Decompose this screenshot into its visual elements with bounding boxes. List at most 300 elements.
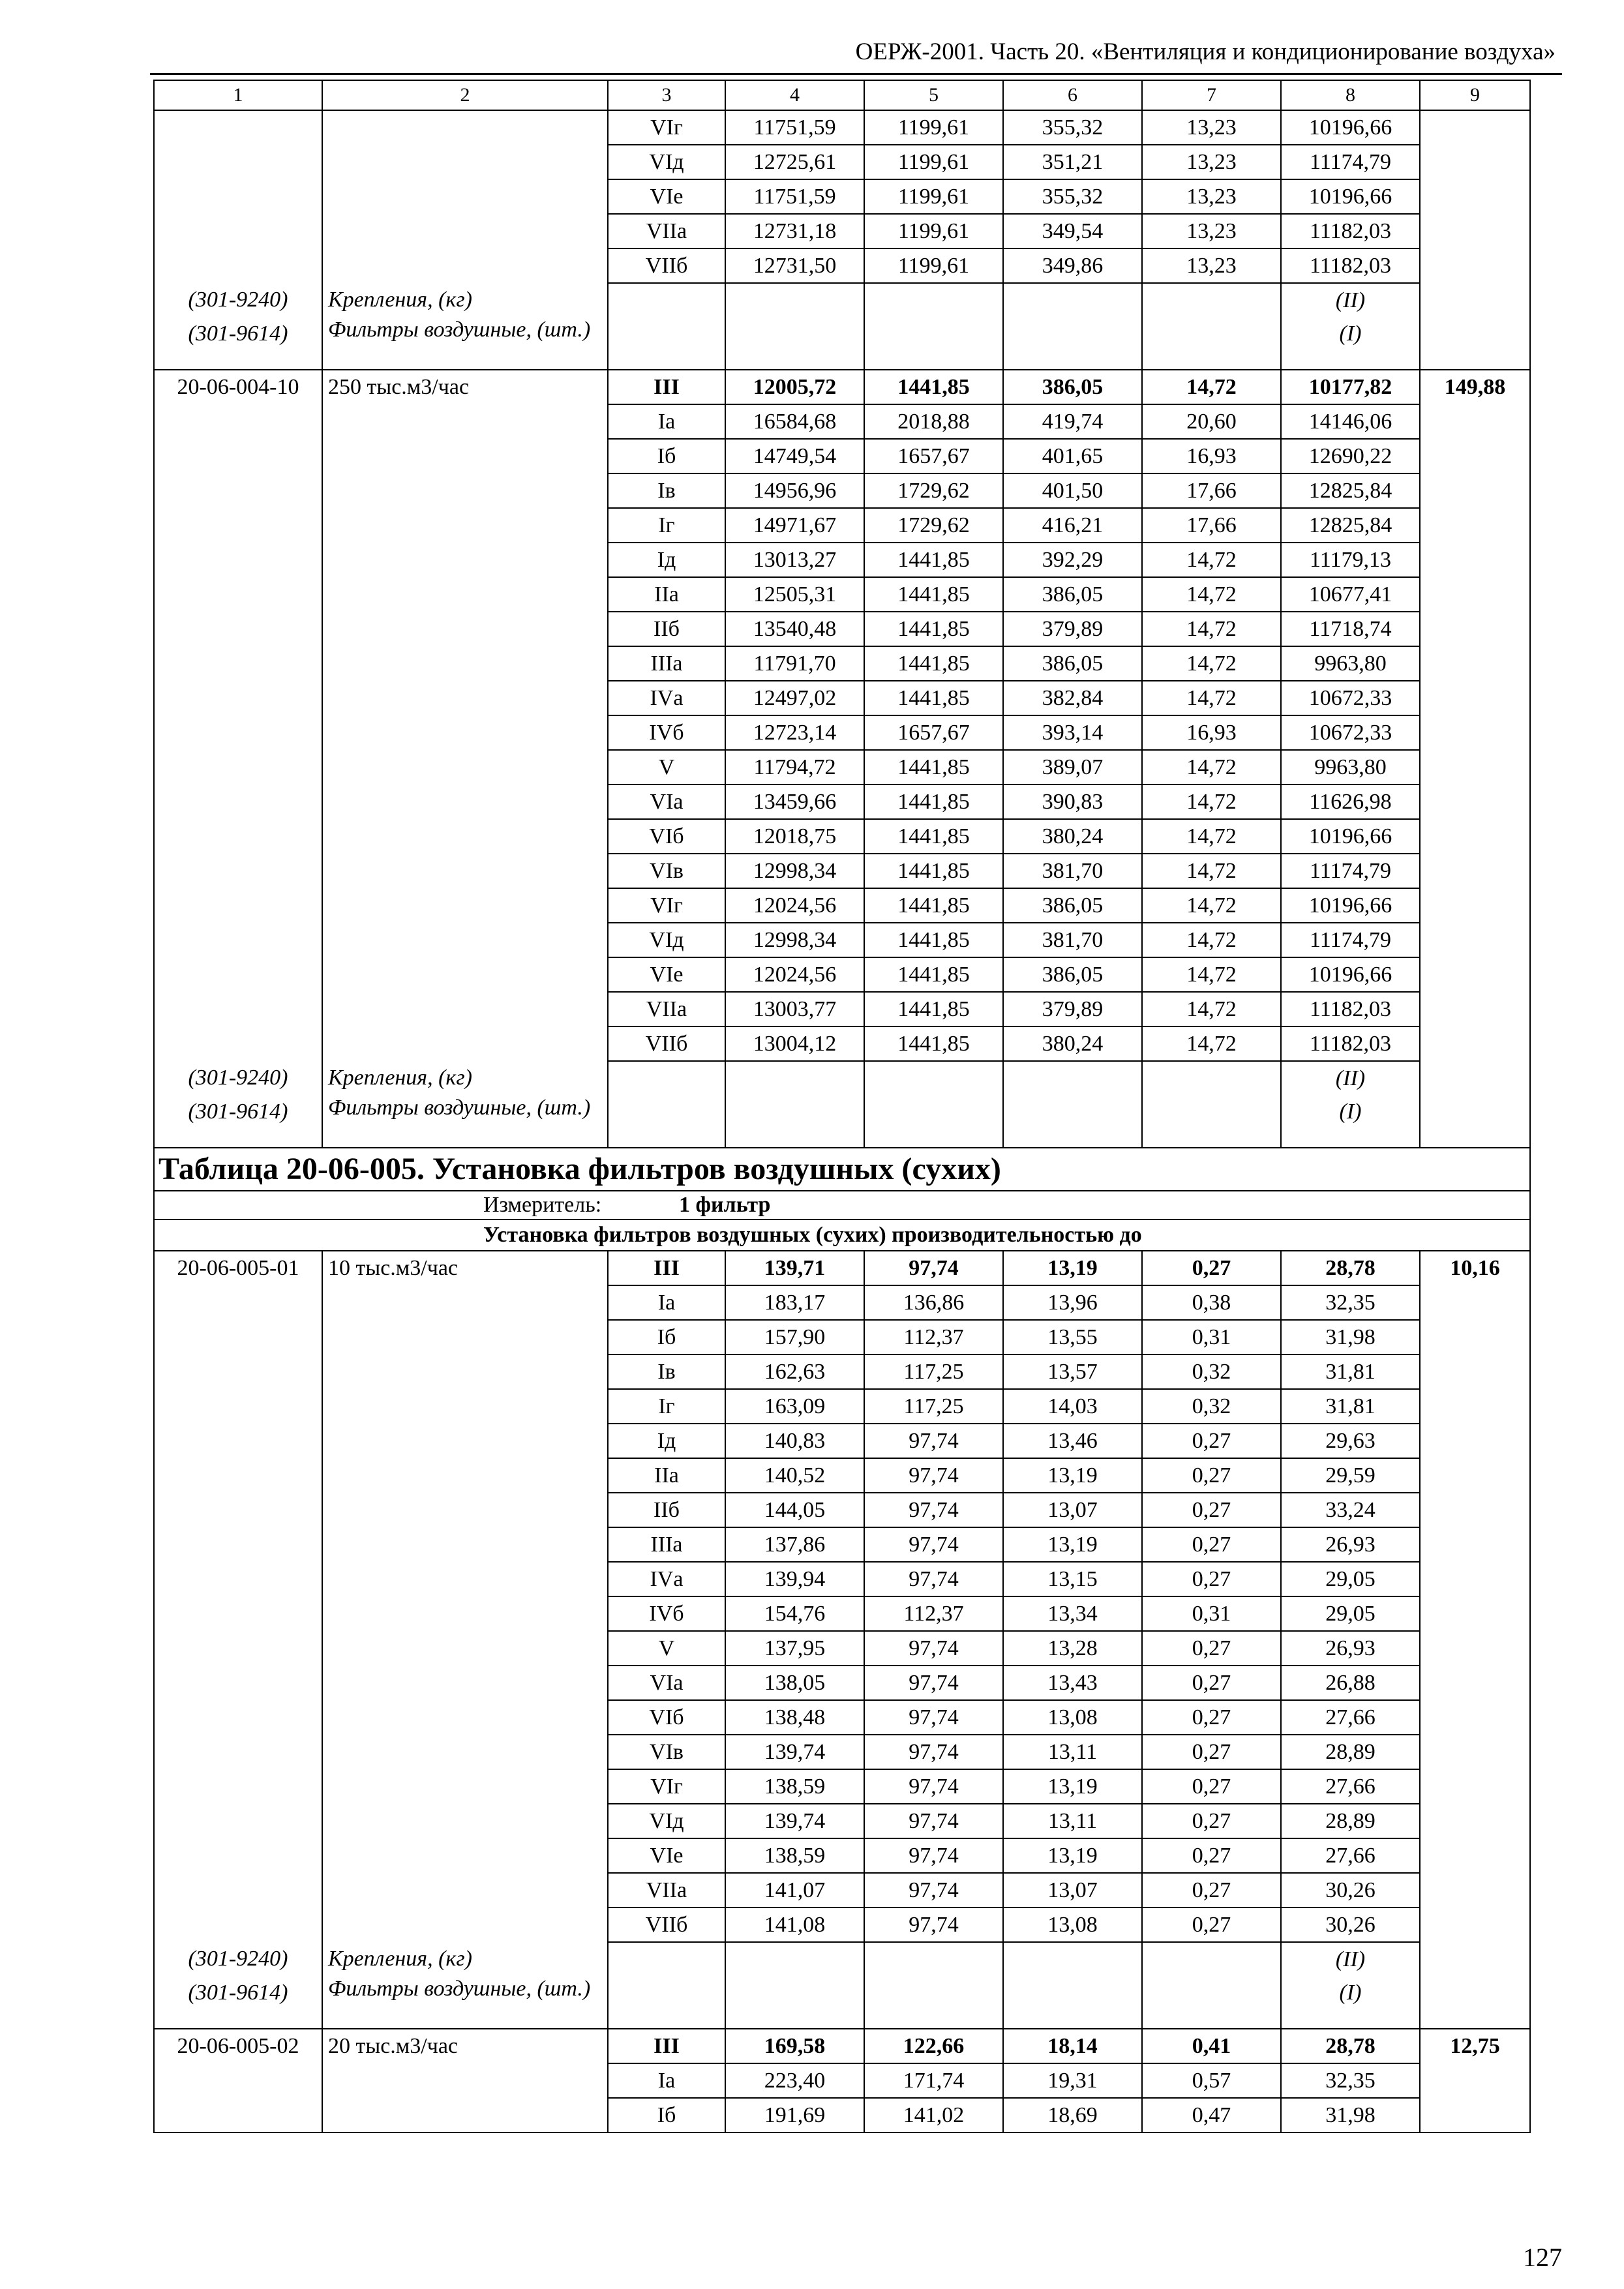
total-cell xyxy=(1420,145,1530,179)
value-cell: 11182,03 xyxy=(1281,214,1420,248)
value-cell: 112,37 xyxy=(864,1596,1003,1631)
code-cell: 20-06-005-01 xyxy=(154,1251,322,1285)
empty-cell xyxy=(864,1095,1003,1148)
value-cell: 12018,75 xyxy=(725,819,864,854)
value-cell: 14,72 xyxy=(1142,992,1281,1026)
zone-cell: VIг xyxy=(608,1769,725,1804)
total-cell xyxy=(1420,681,1530,715)
zone-cell: Iа xyxy=(608,404,725,439)
value-cell: 0,27 xyxy=(1142,1631,1281,1666)
name-cell xyxy=(322,110,608,145)
zone-cell: Iа xyxy=(608,1285,725,1320)
value-cell: 1441,85 xyxy=(864,370,1003,404)
empty-cell xyxy=(1142,1942,1281,1976)
total-cell xyxy=(1420,404,1530,439)
value-cell: 14,72 xyxy=(1142,888,1281,923)
table-row xyxy=(154,1285,1530,1320)
value-cell: 14,72 xyxy=(1142,646,1281,681)
value-cell: 392,29 xyxy=(1003,543,1142,577)
material-row xyxy=(154,1095,1530,1148)
value-cell: 97,74 xyxy=(864,1873,1003,1908)
value-cell: 379,89 xyxy=(1003,992,1142,1026)
value-cell: 0,27 xyxy=(1142,1804,1281,1838)
empty-cell xyxy=(1420,1942,1530,1976)
table-row xyxy=(154,214,1530,248)
value-cell: 20,60 xyxy=(1142,404,1281,439)
code-cell xyxy=(154,1562,322,1596)
value-cell: 1441,85 xyxy=(864,577,1003,612)
value-cell: 97,74 xyxy=(864,1838,1003,1873)
zone-cell: VIа xyxy=(608,785,725,819)
table-row xyxy=(154,681,1530,715)
code-cell xyxy=(154,1026,322,1061)
empty-cell xyxy=(725,283,864,317)
code-cell xyxy=(154,2063,322,2098)
material-value: (II) xyxy=(1281,1942,1420,1976)
empty-cell xyxy=(864,317,1003,370)
value-cell: 138,48 xyxy=(725,1700,864,1735)
value-cell: 14956,96 xyxy=(725,473,864,508)
empty-cell xyxy=(864,1976,1003,2029)
code-cell xyxy=(154,1285,322,1320)
value-cell: 162,63 xyxy=(725,1354,864,1389)
value-cell: 33,24 xyxy=(1281,1493,1420,1527)
zone-cell: VIб xyxy=(608,819,725,854)
name-cell xyxy=(322,1769,608,1804)
name-cell xyxy=(322,1562,608,1596)
code-cell xyxy=(154,923,322,957)
table-row xyxy=(154,179,1530,214)
value-cell: 154,76 xyxy=(725,1596,864,1631)
value-cell: 0,27 xyxy=(1142,1493,1281,1527)
code-cell xyxy=(154,1769,322,1804)
code-cell xyxy=(154,404,322,439)
table-row xyxy=(154,248,1530,283)
table-row xyxy=(154,957,1530,992)
value-cell: 12005,72 xyxy=(725,370,864,404)
empty-cell xyxy=(1142,1061,1281,1095)
table-row xyxy=(154,715,1530,750)
table-row xyxy=(154,439,1530,473)
material-row xyxy=(154,317,1530,370)
value-cell: 416,21 xyxy=(1003,508,1142,543)
empty-cell xyxy=(1420,317,1530,370)
material-name: Крепления, (кг) xyxy=(322,283,608,317)
value-cell: 31,81 xyxy=(1281,1354,1420,1389)
code-cell xyxy=(154,1320,322,1354)
zone-cell: VIе xyxy=(608,1838,725,1873)
value-cell: 191,69 xyxy=(725,2098,864,2132)
zone-cell: Iд xyxy=(608,543,725,577)
name-cell xyxy=(322,179,608,214)
value-cell: 349,86 xyxy=(1003,248,1142,283)
value-cell: 0,41 xyxy=(1142,2029,1281,2063)
value-cell: 27,66 xyxy=(1281,1838,1420,1873)
value-cell: 171,74 xyxy=(864,2063,1003,2098)
value-cell: 11751,59 xyxy=(725,110,864,145)
code-cell xyxy=(154,1458,322,1493)
value-cell: 1441,85 xyxy=(864,1026,1003,1061)
measure-label: Измеритель: xyxy=(483,1193,602,1217)
total-cell xyxy=(1420,612,1530,646)
code-cell xyxy=(154,1493,322,1527)
code-cell xyxy=(154,2098,322,2132)
table-row xyxy=(154,1527,1530,1562)
value-cell: 1441,85 xyxy=(864,681,1003,715)
total-cell xyxy=(1420,1527,1530,1562)
value-cell: 0,27 xyxy=(1142,1458,1281,1493)
zone-cell: VIIа xyxy=(608,214,725,248)
name-cell xyxy=(322,1735,608,1769)
value-cell: 141,08 xyxy=(725,1908,864,1942)
name-cell xyxy=(322,1908,608,1942)
value-cell: 0,31 xyxy=(1142,1320,1281,1354)
value-cell: 28,89 xyxy=(1281,1735,1420,1769)
value-cell: 139,71 xyxy=(725,1251,864,1285)
value-cell: 183,17 xyxy=(725,1285,864,1320)
zone-cell: IIб xyxy=(608,612,725,646)
total-cell: 10,16 xyxy=(1420,1251,1530,1285)
name-cell xyxy=(322,1285,608,1320)
empty-cell xyxy=(725,1976,864,2029)
name-cell xyxy=(322,2098,608,2132)
zone-cell: VIIа xyxy=(608,992,725,1026)
value-cell: 13,11 xyxy=(1003,1735,1142,1769)
total-cell xyxy=(1420,1631,1530,1666)
value-cell: 0,27 xyxy=(1142,1873,1281,1908)
value-cell: 13,07 xyxy=(1003,1493,1142,1527)
table-row xyxy=(154,1424,1530,1458)
table-row xyxy=(154,2029,1530,2063)
code-cell xyxy=(154,854,322,888)
value-cell: 1199,61 xyxy=(864,248,1003,283)
table-row xyxy=(154,577,1530,612)
value-cell: 11182,03 xyxy=(1281,1026,1420,1061)
value-cell: 0,32 xyxy=(1142,1354,1281,1389)
material-code: (301-9240) xyxy=(154,1061,322,1095)
code-cell xyxy=(154,1527,322,1562)
value-cell: 13,28 xyxy=(1003,1631,1142,1666)
total-cell xyxy=(1420,543,1530,577)
empty-cell xyxy=(1003,1095,1142,1148)
value-cell: 1441,85 xyxy=(864,888,1003,923)
value-cell: 1657,67 xyxy=(864,715,1003,750)
code-cell xyxy=(154,1700,322,1735)
value-cell: 11174,79 xyxy=(1281,923,1420,957)
value-cell: 13003,77 xyxy=(725,992,864,1026)
total-cell xyxy=(1420,1424,1530,1458)
value-cell: 169,58 xyxy=(725,2029,864,2063)
value-cell: 0,27 xyxy=(1142,1700,1281,1735)
value-cell: 14,03 xyxy=(1003,1389,1142,1424)
value-cell: 13,23 xyxy=(1142,214,1281,248)
total-cell xyxy=(1420,1700,1530,1735)
value-cell: 0,27 xyxy=(1142,1666,1281,1700)
zone-cell: VIв xyxy=(608,1735,725,1769)
value-cell: 13459,66 xyxy=(725,785,864,819)
zone-cell: IIIа xyxy=(608,646,725,681)
total-cell xyxy=(1420,646,1530,681)
column-number: 8 xyxy=(1281,80,1420,110)
value-cell: 390,83 xyxy=(1003,785,1142,819)
total-cell xyxy=(1420,439,1530,473)
value-cell: 122,66 xyxy=(864,2029,1003,2063)
empty-cell xyxy=(1003,1061,1142,1095)
column-number: 9 xyxy=(1420,80,1530,110)
value-cell: 29,05 xyxy=(1281,1562,1420,1596)
value-cell: 1199,61 xyxy=(864,179,1003,214)
table-row xyxy=(154,370,1530,404)
zone-cell: IIа xyxy=(608,577,725,612)
table-title: Таблица 20-06-005. Установка фильтров воздушных (сухих) xyxy=(154,1148,1530,1191)
zone-cell: IIб xyxy=(608,1493,725,1527)
code-cell xyxy=(154,888,322,923)
empty-cell xyxy=(725,1061,864,1095)
total-cell xyxy=(1420,992,1530,1026)
zone-cell: VIIа xyxy=(608,1873,725,1908)
zone-cell: Iв xyxy=(608,1354,725,1389)
name-cell xyxy=(322,1527,608,1562)
value-cell: 31,98 xyxy=(1281,1320,1420,1354)
zone-cell: VIг xyxy=(608,110,725,145)
value-cell: 13,46 xyxy=(1003,1424,1142,1458)
total-cell xyxy=(1420,819,1530,854)
value-cell: 141,02 xyxy=(864,2098,1003,2132)
total-cell xyxy=(1420,957,1530,992)
name-cell xyxy=(322,577,608,612)
zone-cell: Iг xyxy=(608,508,725,543)
total-cell xyxy=(1420,1562,1530,1596)
code-cell xyxy=(154,992,322,1026)
code-cell xyxy=(154,145,322,179)
value-cell: 1441,85 xyxy=(864,854,1003,888)
value-cell: 13,19 xyxy=(1003,1527,1142,1562)
material-value: (I) xyxy=(1281,1095,1420,1148)
code-cell xyxy=(154,1596,322,1631)
code-cell xyxy=(154,248,322,283)
table-row xyxy=(154,1631,1530,1666)
name-cell xyxy=(322,439,608,473)
value-cell: 382,84 xyxy=(1003,681,1142,715)
value-cell: 11182,03 xyxy=(1281,992,1420,1026)
table-row xyxy=(154,508,1530,543)
value-cell: 12731,50 xyxy=(725,248,864,283)
material-name: Фильтры воздушные, (шт.) xyxy=(322,1976,608,2029)
total-cell xyxy=(1420,785,1530,819)
zone-cell: VIд xyxy=(608,923,725,957)
value-cell: 2018,88 xyxy=(864,404,1003,439)
material-value: (II) xyxy=(1281,1061,1420,1095)
empty-cell xyxy=(1420,283,1530,317)
column-number: 5 xyxy=(864,80,1003,110)
table-row xyxy=(154,1769,1530,1804)
value-cell: 1441,85 xyxy=(864,819,1003,854)
value-cell: 141,07 xyxy=(725,1873,864,1908)
name-cell xyxy=(322,1354,608,1389)
value-cell: 14749,54 xyxy=(725,439,864,473)
code-cell xyxy=(154,508,322,543)
zone-cell: Iд xyxy=(608,1424,725,1458)
value-cell: 10196,66 xyxy=(1281,888,1420,923)
value-cell: 97,74 xyxy=(864,1251,1003,1285)
zone-cell: VIд xyxy=(608,1804,725,1838)
value-cell: 14,72 xyxy=(1142,750,1281,785)
value-cell: 13,19 xyxy=(1003,1838,1142,1873)
measure-row xyxy=(154,1191,1530,1219)
table-row xyxy=(154,2063,1530,2098)
value-cell: 381,70 xyxy=(1003,923,1142,957)
value-cell: 117,25 xyxy=(864,1389,1003,1424)
zone-cell: III xyxy=(608,1251,725,1285)
value-cell: 13,96 xyxy=(1003,1285,1142,1320)
value-cell: 12497,02 xyxy=(725,681,864,715)
value-cell: 1441,85 xyxy=(864,923,1003,957)
name-cell xyxy=(322,681,608,715)
zone-cell: IIIа xyxy=(608,1527,725,1562)
name-cell xyxy=(322,888,608,923)
value-cell: 0,27 xyxy=(1142,1251,1281,1285)
empty-cell xyxy=(1142,283,1281,317)
column-number: 1 xyxy=(154,80,322,110)
name-cell: 10 тыс.м3/час xyxy=(322,1251,608,1285)
value-cell: 223,40 xyxy=(725,2063,864,2098)
value-cell: 11174,79 xyxy=(1281,145,1420,179)
empty-cell xyxy=(864,1061,1003,1095)
total-cell xyxy=(1420,1354,1530,1389)
value-cell: 97,74 xyxy=(864,1735,1003,1769)
empty-cell xyxy=(1142,317,1281,370)
value-cell: 12998,34 xyxy=(725,854,864,888)
code-cell: 20-06-005-02 xyxy=(154,2029,322,2063)
total-cell xyxy=(1420,1769,1530,1804)
zone-cell: VIе xyxy=(608,179,725,214)
value-cell: 13,07 xyxy=(1003,1873,1142,1908)
zone-cell: III xyxy=(608,370,725,404)
table-row xyxy=(154,1562,1530,1596)
value-cell: 10196,66 xyxy=(1281,957,1420,992)
value-cell: 12825,84 xyxy=(1281,508,1420,543)
value-cell: 14146,06 xyxy=(1281,404,1420,439)
name-cell xyxy=(322,508,608,543)
value-cell: 381,70 xyxy=(1003,854,1142,888)
code-cell xyxy=(154,110,322,145)
material-row xyxy=(154,283,1530,317)
table-row xyxy=(154,145,1530,179)
value-cell: 13004,12 xyxy=(725,1026,864,1061)
name-cell xyxy=(322,715,608,750)
total-cell xyxy=(1420,1596,1530,1631)
zone-cell: IVа xyxy=(608,1562,725,1596)
value-cell: 97,74 xyxy=(864,1769,1003,1804)
material-code: (301-9614) xyxy=(154,317,322,370)
code-cell xyxy=(154,439,322,473)
total-cell xyxy=(1420,214,1530,248)
total-cell xyxy=(1420,1666,1530,1700)
value-cell: 10196,66 xyxy=(1281,179,1420,214)
value-cell: 13,43 xyxy=(1003,1666,1142,1700)
zone-cell: Iа xyxy=(608,2063,725,2098)
material-name: Крепления, (кг) xyxy=(322,1942,608,1976)
value-cell: 1441,85 xyxy=(864,750,1003,785)
value-cell: 13,15 xyxy=(1003,1562,1142,1596)
name-cell xyxy=(322,785,608,819)
name-cell xyxy=(322,1666,608,1700)
total-cell xyxy=(1420,1873,1530,1908)
value-cell: 13,11 xyxy=(1003,1804,1142,1838)
zone-cell: IVб xyxy=(608,715,725,750)
value-cell: 112,37 xyxy=(864,1320,1003,1354)
empty-cell xyxy=(1420,1095,1530,1148)
total-cell xyxy=(1420,2098,1530,2132)
value-cell: 0,47 xyxy=(1142,2098,1281,2132)
code-cell xyxy=(154,1666,322,1700)
value-cell: 12731,18 xyxy=(725,214,864,248)
total-cell xyxy=(1420,1804,1530,1838)
table-row xyxy=(154,750,1530,785)
value-cell: 0,27 xyxy=(1142,1838,1281,1873)
name-cell xyxy=(322,214,608,248)
value-cell: 13,19 xyxy=(1003,1769,1142,1804)
value-cell: 12024,56 xyxy=(725,957,864,992)
header-rule xyxy=(150,73,1562,75)
total-cell xyxy=(1420,750,1530,785)
column-number: 6 xyxy=(1003,80,1142,110)
table-row xyxy=(154,819,1530,854)
material-value: (I) xyxy=(1281,1976,1420,2029)
value-cell: 1729,62 xyxy=(864,473,1003,508)
table-row xyxy=(154,1458,1530,1493)
value-cell: 1729,62 xyxy=(864,508,1003,543)
value-cell: 419,74 xyxy=(1003,404,1142,439)
zone-cell: VIе xyxy=(608,957,725,992)
table-row xyxy=(154,1320,1530,1354)
empty-cell xyxy=(608,1095,725,1148)
table-row xyxy=(154,1838,1530,1873)
value-cell: 393,14 xyxy=(1003,715,1142,750)
value-cell: 18,69 xyxy=(1003,2098,1142,2132)
zone-cell: Iб xyxy=(608,2098,725,2132)
value-cell: 97,74 xyxy=(864,1908,1003,1942)
value-cell: 1441,85 xyxy=(864,785,1003,819)
value-cell: 97,74 xyxy=(864,1700,1003,1735)
value-cell: 14,72 xyxy=(1142,370,1281,404)
rates-table xyxy=(153,80,1531,2133)
value-cell: 1441,85 xyxy=(864,543,1003,577)
zone-cell: IVб xyxy=(608,1596,725,1631)
empty-cell xyxy=(864,283,1003,317)
value-cell: 13,23 xyxy=(1142,248,1281,283)
value-cell: 1199,61 xyxy=(864,110,1003,145)
value-cell: 97,74 xyxy=(864,1562,1003,1596)
value-cell: 16,93 xyxy=(1142,439,1281,473)
value-cell: 12998,34 xyxy=(725,923,864,957)
value-cell: 0,27 xyxy=(1142,1562,1281,1596)
value-cell: 138,05 xyxy=(725,1666,864,1700)
value-cell: 379,89 xyxy=(1003,612,1142,646)
table-row xyxy=(154,1908,1530,1942)
value-cell: 31,81 xyxy=(1281,1389,1420,1424)
material-value: (I) xyxy=(1281,317,1420,370)
name-cell xyxy=(322,992,608,1026)
material-name: Крепления, (кг) xyxy=(322,1061,608,1095)
material-row xyxy=(154,1061,1530,1095)
value-cell: 14,72 xyxy=(1142,854,1281,888)
value-cell: 13,34 xyxy=(1003,1596,1142,1631)
value-cell: 14,72 xyxy=(1142,1026,1281,1061)
zone-cell: VIа xyxy=(608,1666,725,1700)
value-cell: 137,86 xyxy=(725,1527,864,1562)
value-cell: 97,74 xyxy=(864,1493,1003,1527)
